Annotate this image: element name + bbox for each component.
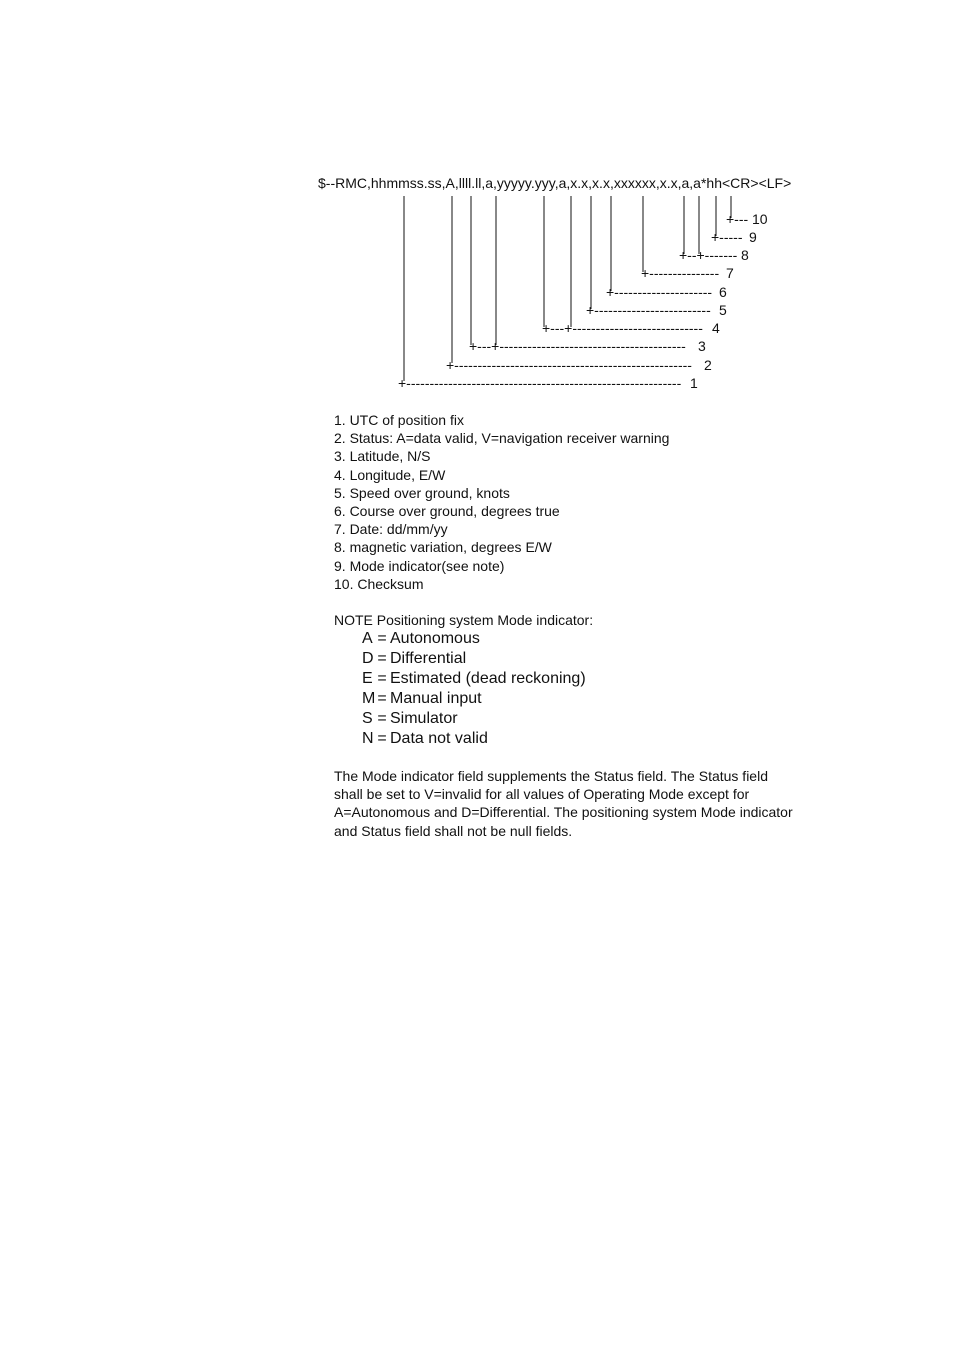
callout-8: 8 xyxy=(741,247,749,263)
mode-equals: = xyxy=(377,710,387,727)
leader-3: +---+---------------------------------------- xyxy=(469,338,686,354)
list-item: 1. UTC of position fix xyxy=(334,412,464,428)
mode-equals: = xyxy=(377,670,387,687)
list-item: 10. Checksum xyxy=(334,575,424,592)
paragraph-line: and Status field shall not be null fields. xyxy=(334,822,573,839)
callout-3: 3 xyxy=(698,338,706,354)
callout-1: 1 xyxy=(690,375,698,391)
paragraph-line: The Mode indicator field supplements the Status field. The Status field xyxy=(334,768,768,784)
mode-code: D xyxy=(362,650,374,667)
list-item: 8. magnetic variation, degrees E/W xyxy=(334,539,552,556)
leader-2: +--------------------------------------------------- xyxy=(446,357,692,373)
mode-description: Autonomous xyxy=(390,630,480,647)
mode-equals: = xyxy=(377,730,387,747)
mode-description: Estimated (dead reckoning) xyxy=(390,670,586,687)
leader-7: +--------------- xyxy=(641,265,720,281)
mode-indicator-list xyxy=(362,629,586,749)
callout-9: 9 xyxy=(749,229,757,245)
list-item: 7. Date: dd/mm/yy xyxy=(334,521,448,538)
paragraph-line: shall be set to V=invalid for all values of Operating Mode except for xyxy=(334,786,750,803)
list-item: 4. Longitude, E/W xyxy=(334,466,446,483)
rmc-sentence-format: $--RMC,hhmmss.ss,A,llll.ll,a,yyyyy.yyy,a,x.x,x.x,xxxxxx,x.x,a,a*hh<CR><LF> xyxy=(318,175,792,191)
callout-10: 10 xyxy=(752,211,768,227)
mode-code: E xyxy=(362,670,373,687)
mode-description: Manual input xyxy=(390,690,482,707)
mode-item xyxy=(362,649,586,669)
list-item: 2. Status: A=data valid, V=navigation receiver warning xyxy=(334,430,670,447)
mode-code: M xyxy=(362,690,376,707)
mode-item xyxy=(362,689,586,709)
field-callout-diagram xyxy=(0,0,954,400)
leader-lines xyxy=(398,211,749,391)
mode-code: S xyxy=(362,710,373,727)
mode-description: Differential xyxy=(390,650,467,667)
leader-5: +------------------------- xyxy=(586,302,711,318)
mode-code: N xyxy=(362,730,374,747)
callout-6: 6 xyxy=(719,284,727,300)
mode-description: Data not valid xyxy=(390,730,488,747)
mode-indicator-paragraph xyxy=(334,767,793,840)
leader-8: +--+------- xyxy=(679,247,738,263)
mode-description: Simulator xyxy=(390,710,458,727)
leader-6: +--------------------- xyxy=(606,284,713,300)
field-definitions-list xyxy=(334,411,669,593)
mode-item xyxy=(362,669,586,689)
mode-item xyxy=(362,709,586,729)
callout-5: 5 xyxy=(719,302,727,318)
mode-item xyxy=(362,729,586,749)
leader-4: +---+---------------------------- xyxy=(542,320,703,336)
mode-equals: = xyxy=(377,690,387,707)
leader-10: +--- xyxy=(726,211,749,227)
list-item: 6. Course over ground, degrees true xyxy=(334,503,560,520)
paragraph-line: A=Autonomous and D=Differential. The positioning system Mode indicator xyxy=(334,804,793,821)
callout-4: 4 xyxy=(712,320,720,336)
note-title: NOTE Positioning system Mode indicator: xyxy=(334,612,594,628)
mode-item xyxy=(362,629,586,649)
list-item: 9. Mode indicator(see note) xyxy=(334,557,505,574)
mode-equals: = xyxy=(377,630,387,647)
list-item: 3. Latitude, N/S xyxy=(334,448,431,465)
mode-code: A xyxy=(362,630,373,647)
callout-2: 2 xyxy=(704,357,712,373)
leader-1: +----------------------------------------------------------- xyxy=(398,375,682,391)
callout-7: 7 xyxy=(726,265,734,281)
list-item: 5. Speed over ground, knots xyxy=(334,484,510,501)
mode-equals: = xyxy=(377,650,387,667)
leader-9: +----- xyxy=(711,229,743,245)
